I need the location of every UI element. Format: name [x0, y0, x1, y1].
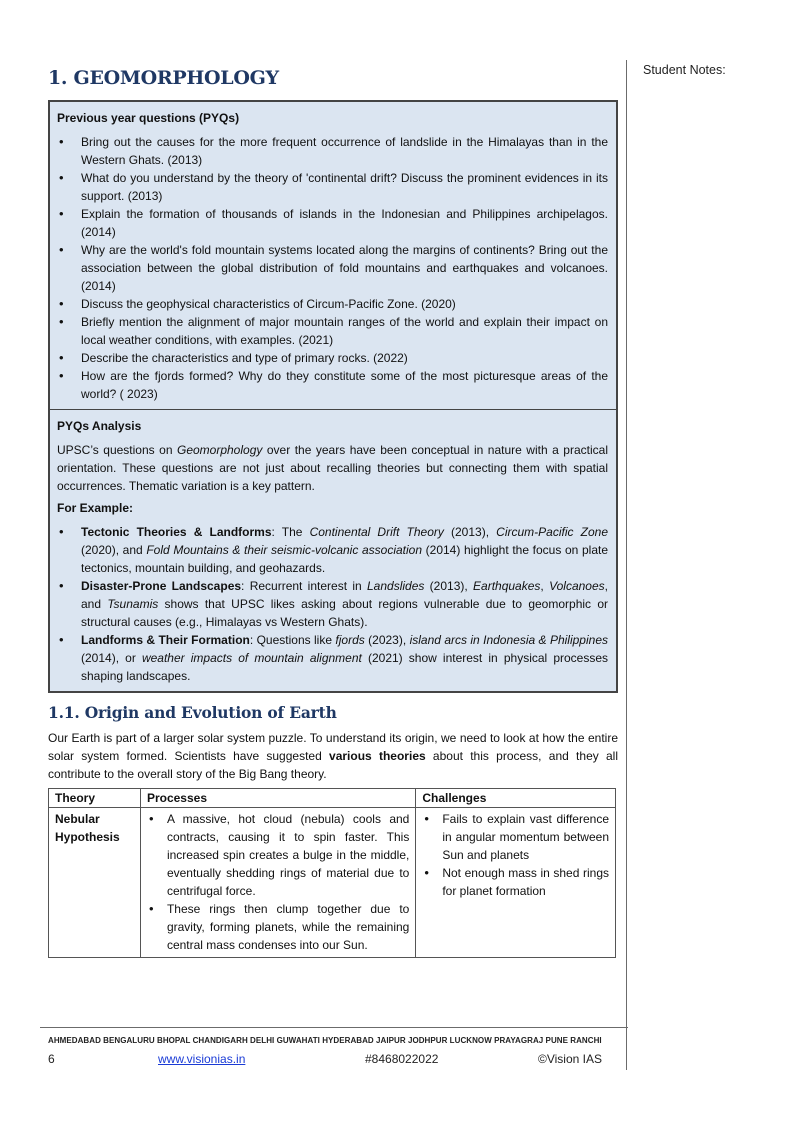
theory-cell: Nebular Hypothesis: [49, 808, 141, 958]
table-header: Processes: [140, 789, 415, 808]
phone-number: #8468022022: [365, 1052, 439, 1066]
example-title: For Example:: [57, 501, 134, 515]
website-link[interactable]: www.visionias.in: [158, 1052, 246, 1066]
pyq-item: • Describe the characteristics and type of primary rocks. (2022): [57, 349, 608, 367]
main-content: [48, 66, 618, 958]
pyq-item: • What do you understand by the theory of 'continental drift? Discuss the prominent evidences in its support. (2013): [57, 169, 608, 205]
section-paragraph: Our Earth is part of a larger solar system puzzle. To understand its origin, we need to look at how the entire solar system formed. Scientists have suggested various theories about this process, and they all contribute to the overall story of the Big Bang theory.: [48, 731, 619, 781]
process-item: • These rings then clump together due to gravity, forming planets, while the remaining central mass condenses into our Sun.: [147, 900, 409, 954]
pyq-item: • Bring out the causes for the more frequent occurrence of landslide in the Himalayas than in the Western Ghats. (2013): [57, 133, 608, 169]
example-list: [57, 523, 608, 685]
pyq-item: • Why are the world's fold mountain systems located along the margins of continents? Bring out the association between the global distribution of fold mountains and earthquakes and volcanoes. (2014): [57, 241, 608, 295]
example-item-tectonic: • Tectonic Theories & Landforms: The Continental Drift Theory (2013), Circum-Pacific Zone (2020), and Fold Mountains & their seismic-volcanic association (2014) highlight the focus on plate tectonics, mountain building, and geohazards.: [57, 523, 608, 577]
pyq-list: [57, 133, 608, 403]
pyq-item: • Briefly mention the alignment of major mountain ranges of the world and explain their impact on local weather conditions, with examples. (2021): [57, 313, 608, 349]
example-item-landforms: • Landforms & Their Formation: Questions like fjords (2023), island arcs in Indonesia & Philippines (2014), or weather impacts of mountain alignment (2021) show interest in physical processes shaping landscapes.: [57, 631, 608, 685]
pyq-title: Previous year questions (PYQs): [57, 111, 240, 125]
section-heading: 1.1. Origin and Evolution of Earth: [48, 703, 337, 722]
table-row: [49, 808, 616, 958]
table-header: Challenges: [416, 789, 616, 808]
pyq-section: [50, 102, 616, 409]
analysis-section: [50, 409, 616, 691]
challenges-cell: [416, 808, 616, 958]
example-item-disaster: • Disaster-Prone Landscapes: Recurrent interest in Landslides (2013), Earthquakes, Volcanoes, and Tsunamis shows that UPSC likes asking about regions vulnerable due to geomorphic or structural causes (e.g., Himalayas vs Western Ghats).: [57, 577, 608, 631]
copyright: ©Vision IAS: [538, 1052, 602, 1066]
table-header: Theory: [49, 789, 141, 808]
challenge-item: • Not enough mass in shed rings for planet formation: [422, 864, 609, 900]
notes-divider: [626, 60, 627, 1070]
analysis-paragraph: UPSC’s questions on Geomorphology over the years have been conceptual in nature with a practical orientation. These questions are not just about recalling theories but connecting them with spatial occurrences. Thematic variation is a key pattern.: [57, 443, 608, 493]
pyq-item: • Discuss the geophysical characteristics of Circum-Pacific Zone. (2020): [57, 295, 608, 313]
footer-cities: AHMEDABAD BENGALURU BHOPAL CHANDIGARH DELHI GUWAHATI HYDERABAD JAIPUR JODHPUR LUCKNOW PRAYAGRAJ PUNE RANCHI: [48, 1036, 602, 1045]
pyq-item: • How are the fjords formed? Why do they constitute some of the most picturesque areas of the world? ( 2023): [57, 367, 608, 403]
page-number: 6: [48, 1052, 55, 1066]
pyq-item: • Explain the formation of thousands of islands in the Indonesian and Philippines archipelagos. (2014): [57, 205, 608, 241]
theory-table: [48, 788, 616, 958]
process-item: • A massive, hot cloud (nebula) cools and contracts, causing it to spin faster. This increased spin creates a bulge in the middle, eventually shedding rings of material due to centrifugal force.: [147, 810, 409, 900]
chapter-heading: 1. GEOMORPHOLOGY: [48, 67, 279, 89]
analysis-title: PYQs Analysis: [57, 419, 142, 433]
pyq-box: [48, 100, 618, 693]
footer-divider: [40, 1027, 628, 1028]
table-header-row: [49, 789, 616, 808]
processes-cell: [140, 808, 415, 958]
student-notes-label: Student Notes:: [643, 63, 726, 77]
challenge-item: • Fails to explain vast difference in angular momentum between Sun and planets: [422, 810, 609, 864]
